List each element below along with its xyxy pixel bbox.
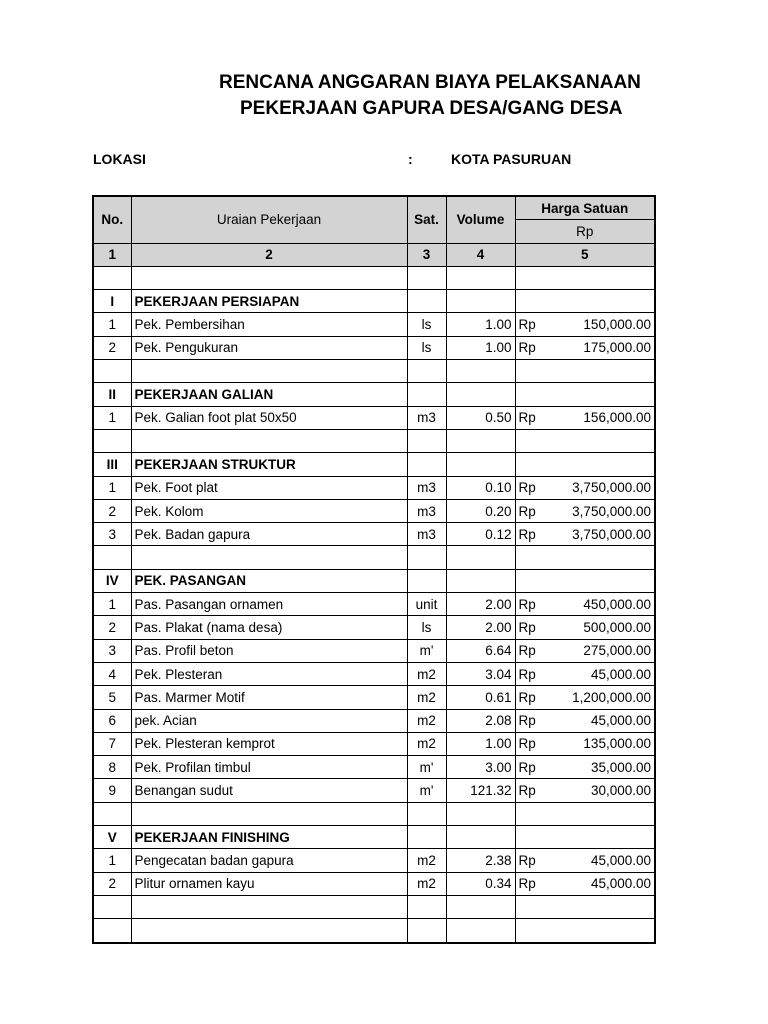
row-unit: m' bbox=[407, 639, 446, 662]
row-description: PEKERJAAN STRUKTUR bbox=[131, 453, 407, 476]
row-unit-price: 35,000.00 bbox=[565, 756, 655, 779]
row-description: Pek. Pembersihan bbox=[131, 313, 407, 336]
header-rp: Rp bbox=[515, 220, 655, 243]
table-row bbox=[93, 779, 655, 802]
row-currency: Rp bbox=[515, 779, 565, 802]
row-unit bbox=[407, 290, 446, 313]
row-unit-price: 45,000.00 bbox=[565, 662, 655, 685]
col-number-3: 3 bbox=[407, 243, 446, 266]
row-description bbox=[131, 919, 407, 943]
row-unit: m2 bbox=[407, 709, 446, 732]
row-unit: ls bbox=[407, 616, 446, 639]
row-description: PEKERJAAN FINISHING bbox=[131, 826, 407, 849]
row-unit: m' bbox=[407, 756, 446, 779]
table-row bbox=[93, 383, 655, 406]
table-row bbox=[93, 919, 655, 943]
row-volume: 0.34 bbox=[446, 872, 515, 895]
row-no: 1 bbox=[93, 406, 131, 429]
row-description bbox=[131, 360, 407, 383]
row-description bbox=[131, 429, 407, 452]
table-row bbox=[93, 732, 655, 755]
col-number-2: 2 bbox=[131, 243, 407, 266]
row-unit: ls bbox=[407, 336, 446, 359]
table-row bbox=[93, 616, 655, 639]
row-volume bbox=[446, 569, 515, 592]
row-description: Pek. Foot plat bbox=[131, 476, 407, 499]
row-unit bbox=[407, 360, 446, 383]
row-description: Pek. Plesteran bbox=[131, 662, 407, 685]
row-unit-price bbox=[565, 546, 655, 569]
row-no: 6 bbox=[93, 709, 131, 732]
row-description: Pas. Marmer Motif bbox=[131, 686, 407, 709]
row-no: 1 bbox=[93, 593, 131, 616]
table-row bbox=[93, 266, 655, 289]
row-description: Pas. Plakat (nama desa) bbox=[131, 616, 407, 639]
table-row bbox=[93, 406, 655, 429]
row-no bbox=[93, 802, 131, 825]
table-row bbox=[93, 826, 655, 849]
lokasi-label: LOKASI bbox=[93, 151, 146, 167]
table-row bbox=[93, 639, 655, 662]
row-description bbox=[131, 266, 407, 289]
row-currency: Rp bbox=[515, 686, 565, 709]
rab-table bbox=[92, 195, 656, 944]
row-no bbox=[93, 429, 131, 452]
row-currency: Rp bbox=[515, 336, 565, 359]
row-volume bbox=[446, 453, 515, 476]
row-description bbox=[131, 546, 407, 569]
table-row bbox=[93, 662, 655, 685]
row-currency: Rp bbox=[515, 709, 565, 732]
table-row bbox=[93, 872, 655, 895]
row-unit-price bbox=[565, 826, 655, 849]
row-currency: Rp bbox=[515, 639, 565, 662]
row-currency: Rp bbox=[515, 313, 565, 336]
row-unit-price bbox=[565, 266, 655, 289]
row-unit bbox=[407, 453, 446, 476]
row-unit: m3 bbox=[407, 476, 446, 499]
table-row bbox=[93, 290, 655, 313]
row-description: PEKERJAAN PERSIAPAN bbox=[131, 290, 407, 313]
row-unit: m' bbox=[407, 779, 446, 802]
row-no: 2 bbox=[93, 336, 131, 359]
row-no bbox=[93, 360, 131, 383]
row-description: Pek. Plesteran kemprot bbox=[131, 732, 407, 755]
row-description: Pas. Profil beton bbox=[131, 639, 407, 662]
row-unit bbox=[407, 919, 446, 943]
row-unit-price: 135,000.00 bbox=[565, 732, 655, 755]
row-description: PEK. PASANGAN bbox=[131, 569, 407, 592]
row-volume: 1.00 bbox=[446, 336, 515, 359]
row-volume: 2.38 bbox=[446, 849, 515, 872]
row-currency bbox=[515, 290, 565, 313]
row-volume bbox=[446, 546, 515, 569]
row-unit bbox=[407, 383, 446, 406]
row-unit: ls bbox=[407, 313, 446, 336]
row-no: 2 bbox=[93, 872, 131, 895]
row-currency: Rp bbox=[515, 732, 565, 755]
row-unit bbox=[407, 826, 446, 849]
row-unit-price bbox=[565, 290, 655, 313]
row-description: Pek. Pengukuran bbox=[131, 336, 407, 359]
row-no: III bbox=[93, 453, 131, 476]
row-unit-price: 500,000.00 bbox=[565, 616, 655, 639]
table-row bbox=[93, 569, 655, 592]
row-no: 9 bbox=[93, 779, 131, 802]
table-row bbox=[93, 756, 655, 779]
row-volume bbox=[446, 919, 515, 943]
row-unit: m3 bbox=[407, 499, 446, 522]
row-currency bbox=[515, 919, 565, 943]
row-volume: 2.00 bbox=[446, 593, 515, 616]
row-volume: 2.08 bbox=[446, 709, 515, 732]
row-no: 3 bbox=[93, 639, 131, 662]
row-currency bbox=[515, 266, 565, 289]
header-no: No. bbox=[93, 196, 131, 243]
row-currency: Rp bbox=[515, 616, 565, 639]
row-unit: m2 bbox=[407, 662, 446, 685]
row-unit-price bbox=[565, 360, 655, 383]
row-no: 7 bbox=[93, 732, 131, 755]
row-volume bbox=[446, 266, 515, 289]
row-volume bbox=[446, 802, 515, 825]
row-no bbox=[93, 919, 131, 943]
row-currency bbox=[515, 569, 565, 592]
row-volume: 2.00 bbox=[446, 616, 515, 639]
header-harga-satuan: Harga Satuan bbox=[515, 196, 655, 220]
row-unit: m2 bbox=[407, 686, 446, 709]
row-unit-price bbox=[565, 429, 655, 452]
row-unit-price: 3,750,000.00 bbox=[565, 499, 655, 522]
row-unit-price bbox=[565, 919, 655, 943]
row-description: Pengecatan badan gapura bbox=[131, 849, 407, 872]
row-no bbox=[93, 546, 131, 569]
row-unit-price: 275,000.00 bbox=[565, 639, 655, 662]
row-unit-price bbox=[565, 453, 655, 476]
row-volume bbox=[446, 360, 515, 383]
row-no: V bbox=[93, 826, 131, 849]
row-currency bbox=[515, 429, 565, 452]
row-unit: m2 bbox=[407, 732, 446, 755]
row-volume bbox=[446, 895, 515, 918]
table-row bbox=[93, 453, 655, 476]
row-volume: 0.10 bbox=[446, 476, 515, 499]
row-description: Pek. Profilan timbul bbox=[131, 756, 407, 779]
row-unit bbox=[407, 266, 446, 289]
table-row bbox=[93, 476, 655, 499]
table-row bbox=[93, 546, 655, 569]
row-currency: Rp bbox=[515, 406, 565, 429]
row-no: 5 bbox=[93, 686, 131, 709]
row-unit-price: 45,000.00 bbox=[565, 849, 655, 872]
row-volume: 6.64 bbox=[446, 639, 515, 662]
row-unit-price bbox=[565, 383, 655, 406]
row-currency bbox=[515, 360, 565, 383]
row-no: 1 bbox=[93, 476, 131, 499]
row-currency bbox=[515, 453, 565, 476]
row-no: 1 bbox=[93, 849, 131, 872]
row-currency: Rp bbox=[515, 662, 565, 685]
row-currency bbox=[515, 802, 565, 825]
row-description: PEKERJAAN GALIAN bbox=[131, 383, 407, 406]
row-unit-price: 150,000.00 bbox=[565, 313, 655, 336]
row-currency: Rp bbox=[515, 523, 565, 546]
row-unit-price: 3,750,000.00 bbox=[565, 476, 655, 499]
row-unit bbox=[407, 546, 446, 569]
header-volume: Volume bbox=[446, 196, 515, 243]
row-description: Pek. Galian foot plat 50x50 bbox=[131, 406, 407, 429]
row-currency: Rp bbox=[515, 476, 565, 499]
table-row bbox=[93, 360, 655, 383]
row-description: Pek. Badan gapura bbox=[131, 523, 407, 546]
row-volume: 121.32 bbox=[446, 779, 515, 802]
row-currency bbox=[515, 383, 565, 406]
table-row bbox=[93, 499, 655, 522]
row-unit-price: 450,000.00 bbox=[565, 593, 655, 616]
row-currency: Rp bbox=[515, 756, 565, 779]
row-no: 3 bbox=[93, 523, 131, 546]
row-description: pek. Acian bbox=[131, 709, 407, 732]
row-unit: m3 bbox=[407, 523, 446, 546]
row-unit: m3 bbox=[407, 406, 446, 429]
row-unit bbox=[407, 895, 446, 918]
row-currency bbox=[515, 546, 565, 569]
row-unit-price bbox=[565, 802, 655, 825]
row-no: IV bbox=[93, 569, 131, 592]
row-description: Pek. Kolom bbox=[131, 499, 407, 522]
row-no: 1 bbox=[93, 313, 131, 336]
row-volume bbox=[446, 826, 515, 849]
row-description: Pas. Pasangan ornamen bbox=[131, 593, 407, 616]
row-no: 2 bbox=[93, 499, 131, 522]
row-unit bbox=[407, 429, 446, 452]
table-row bbox=[93, 849, 655, 872]
row-unit-price bbox=[565, 569, 655, 592]
row-currency: Rp bbox=[515, 849, 565, 872]
row-description: Benangan sudut bbox=[131, 779, 407, 802]
row-currency: Rp bbox=[515, 872, 565, 895]
row-currency bbox=[515, 895, 565, 918]
row-volume: 1.00 bbox=[446, 732, 515, 755]
row-unit: m2 bbox=[407, 849, 446, 872]
row-volume bbox=[446, 290, 515, 313]
row-unit: unit bbox=[407, 593, 446, 616]
row-volume: 3.04 bbox=[446, 662, 515, 685]
document-title-line-1: RENCANA ANGGARAN BIAYA PELAKSANAAN bbox=[219, 72, 641, 93]
table-row bbox=[93, 895, 655, 918]
row-unit-price: 1,200,000.00 bbox=[565, 686, 655, 709]
row-description bbox=[131, 802, 407, 825]
row-volume: 0.12 bbox=[446, 523, 515, 546]
lokasi-value: KOTA PASURUAN bbox=[451, 151, 572, 167]
row-volume: 0.61 bbox=[446, 686, 515, 709]
row-unit bbox=[407, 569, 446, 592]
col-number-1: 1 bbox=[93, 243, 131, 266]
row-description bbox=[131, 895, 407, 918]
row-no: I bbox=[93, 290, 131, 313]
col-number-4: 4 bbox=[446, 243, 515, 266]
row-description: Plitur ornamen kayu bbox=[131, 872, 407, 895]
row-unit-price: 175,000.00 bbox=[565, 336, 655, 359]
table-row bbox=[93, 429, 655, 452]
row-unit-price: 45,000.00 bbox=[565, 872, 655, 895]
row-unit bbox=[407, 802, 446, 825]
row-unit: m2 bbox=[407, 872, 446, 895]
row-volume: 3.00 bbox=[446, 756, 515, 779]
row-currency: Rp bbox=[515, 499, 565, 522]
row-no bbox=[93, 266, 131, 289]
row-unit-price bbox=[565, 895, 655, 918]
table-row bbox=[93, 523, 655, 546]
row-volume bbox=[446, 429, 515, 452]
row-volume: 0.20 bbox=[446, 499, 515, 522]
table-row bbox=[93, 593, 655, 616]
table-row bbox=[93, 802, 655, 825]
row-currency bbox=[515, 826, 565, 849]
row-unit-price: 3,750,000.00 bbox=[565, 523, 655, 546]
row-currency: Rp bbox=[515, 593, 565, 616]
row-no: II bbox=[93, 383, 131, 406]
table-row bbox=[93, 709, 655, 732]
document-title-line-2: PEKERJAAN GAPURA DESA/GANG DESA bbox=[240, 98, 623, 119]
col-number-5: 5 bbox=[515, 243, 655, 266]
row-no: 2 bbox=[93, 616, 131, 639]
row-volume: 0.50 bbox=[446, 406, 515, 429]
row-unit-price: 45,000.00 bbox=[565, 709, 655, 732]
header-sat: Sat. bbox=[407, 196, 446, 243]
row-volume bbox=[446, 383, 515, 406]
row-unit-price: 30,000.00 bbox=[565, 779, 655, 802]
table-row bbox=[93, 313, 655, 336]
header-uraian: Uraian Pekerjaan bbox=[131, 196, 407, 243]
row-no: 4 bbox=[93, 662, 131, 685]
table-row bbox=[93, 336, 655, 359]
row-no: 8 bbox=[93, 756, 131, 779]
lokasi-separator: : bbox=[408, 151, 413, 167]
table-row bbox=[93, 686, 655, 709]
row-unit-price: 156,000.00 bbox=[565, 406, 655, 429]
row-no bbox=[93, 895, 131, 918]
row-volume: 1.00 bbox=[446, 313, 515, 336]
